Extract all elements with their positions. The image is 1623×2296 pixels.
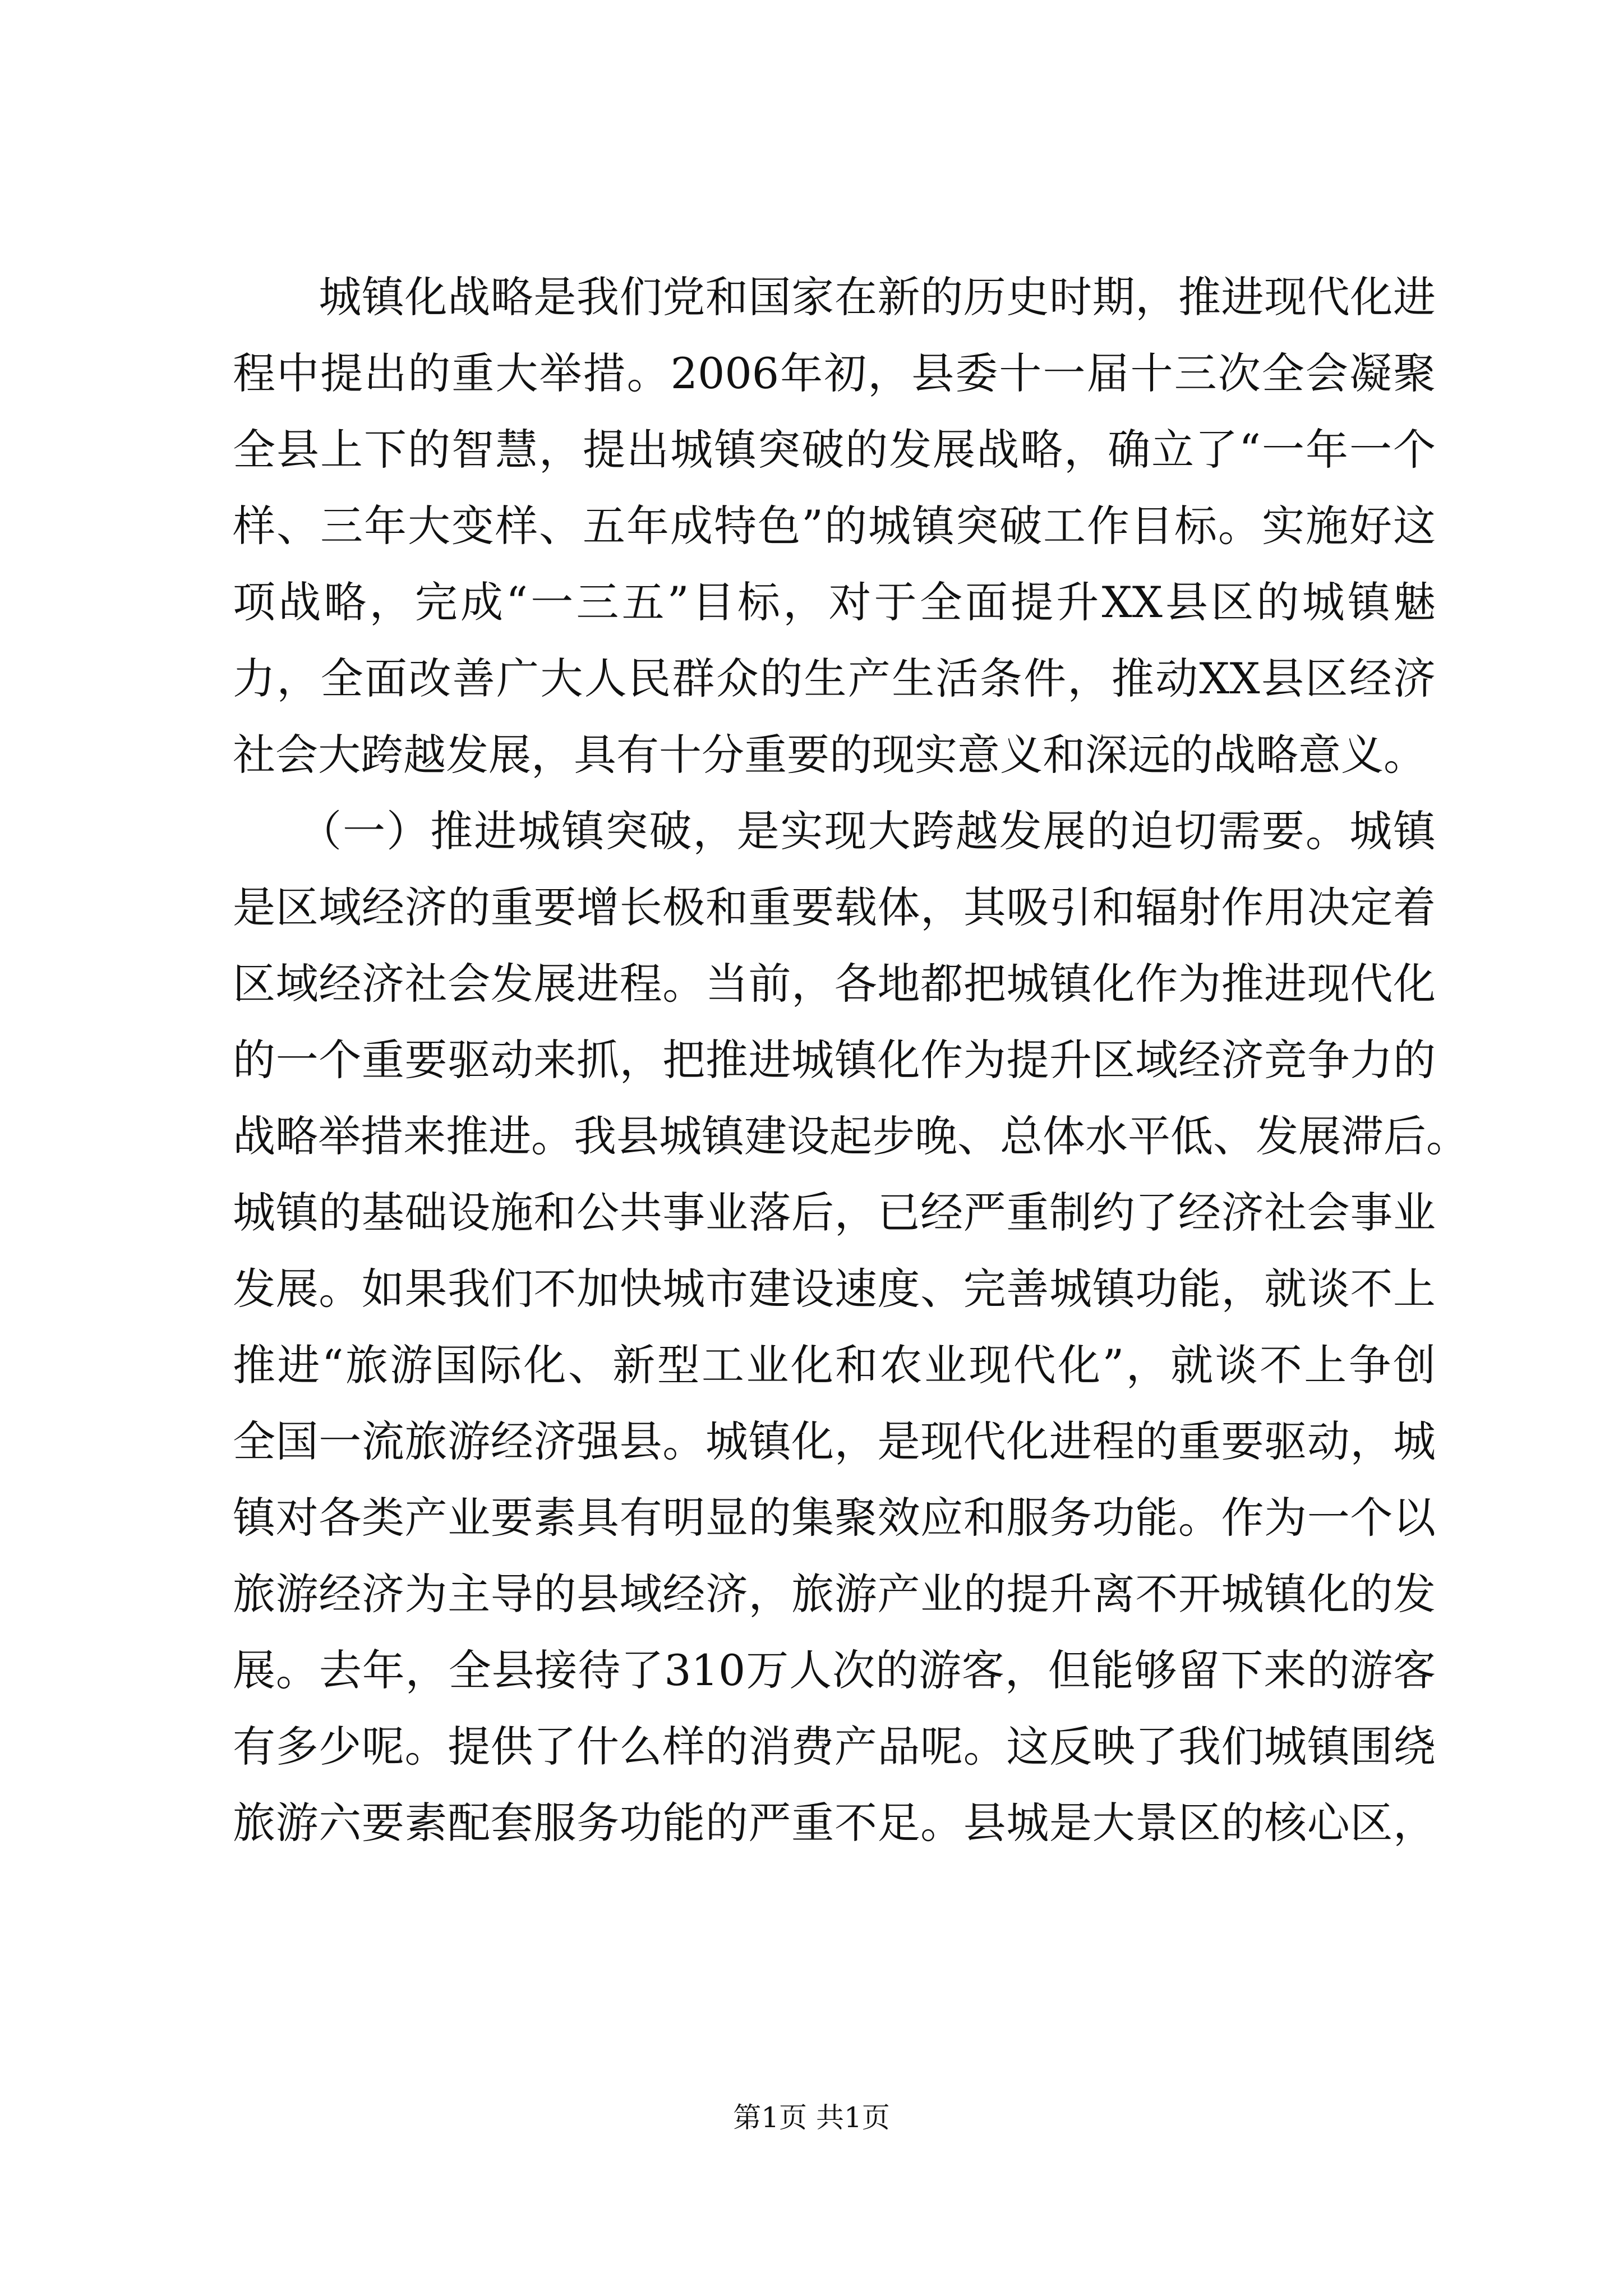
text-line: 力，全面改善广大人民群众的生产生活条件，推动XX县区经济 <box>233 654 1436 703</box>
page-footer: 第1页 共1页 <box>733 2101 890 2134</box>
text-line: （一）推进城镇突破，是实现大跨越发展的迫切需要。城镇 <box>233 806 1436 856</box>
text-line: 项战略，完成“一三五”目标，对于全面提升XX县区的城镇魅 <box>233 577 1436 627</box>
text-line: 发展。如果我们不加快城市建设速度、完善城镇功能，就谈不上 <box>233 1264 1436 1314</box>
text-line: 推进“旅游国际化、新型工业化和农业现代化”，就谈不上争创 <box>233 1340 1436 1390</box>
text-line: 战略举措来推进。我县城镇建设起步晚、总体水平低、发展滞后。 <box>233 1111 1469 1161</box>
text-line: 是区域经济的重要增长极和重要载体，其吸引和辐射作用决定着 <box>233 882 1436 932</box>
text-line: 城镇化战略是我们党和国家在新的历史时期，推进现代化进 <box>233 272 1436 322</box>
body-text <box>233 259 1469 1861</box>
text-line: 镇对各类产业要素具有明显的集聚效应和服务功能。作为一个以 <box>233 1493 1436 1543</box>
text-line: 社会大跨越发展，具有十分重要的现实意义和深远的战略意义。 <box>233 730 1426 780</box>
text-line: 全县上下的智慧，提出城镇突破的发展战略，确立了“一年一个 <box>233 425 1436 475</box>
text-line: 展。去年，全县接待了310万人次的游客，但能够留下来的游客 <box>233 1645 1436 1695</box>
text-line: 城镇的基础设施和公共事业落后，已经严重制约了经济社会事业 <box>233 1188 1436 1237</box>
text-line: 样、三年大变样、五年成特色”的城镇突破工作目标。实施好这 <box>233 501 1436 551</box>
text-line: 旅游经济为主导的县域经济，旅游产业的提升离不开城镇化的发 <box>233 1569 1436 1619</box>
text-line: 全国一流旅游经济强县。城镇化，是现代化进程的重要驱动，城 <box>233 1416 1436 1466</box>
text-line: 的一个重要驱动来抓，把推进城镇化作为提升区域经济竞争力的 <box>233 1035 1436 1085</box>
text-line: 区域经济社会发展进程。当前，各地都把城镇化作为推进现代化 <box>233 959 1436 1009</box>
text-line: 有多少呢。提供了什么样的消费产品呢。这反映了我们城镇围绕 <box>233 1722 1436 1772</box>
text-line: 程中提出的重大举措。2006年初，县委十一届十三次全会凝聚 <box>233 348 1436 398</box>
text-line: 旅游六要素配套服务功能的严重不足。县城是大景区的核心区， <box>233 1798 1436 1848</box>
